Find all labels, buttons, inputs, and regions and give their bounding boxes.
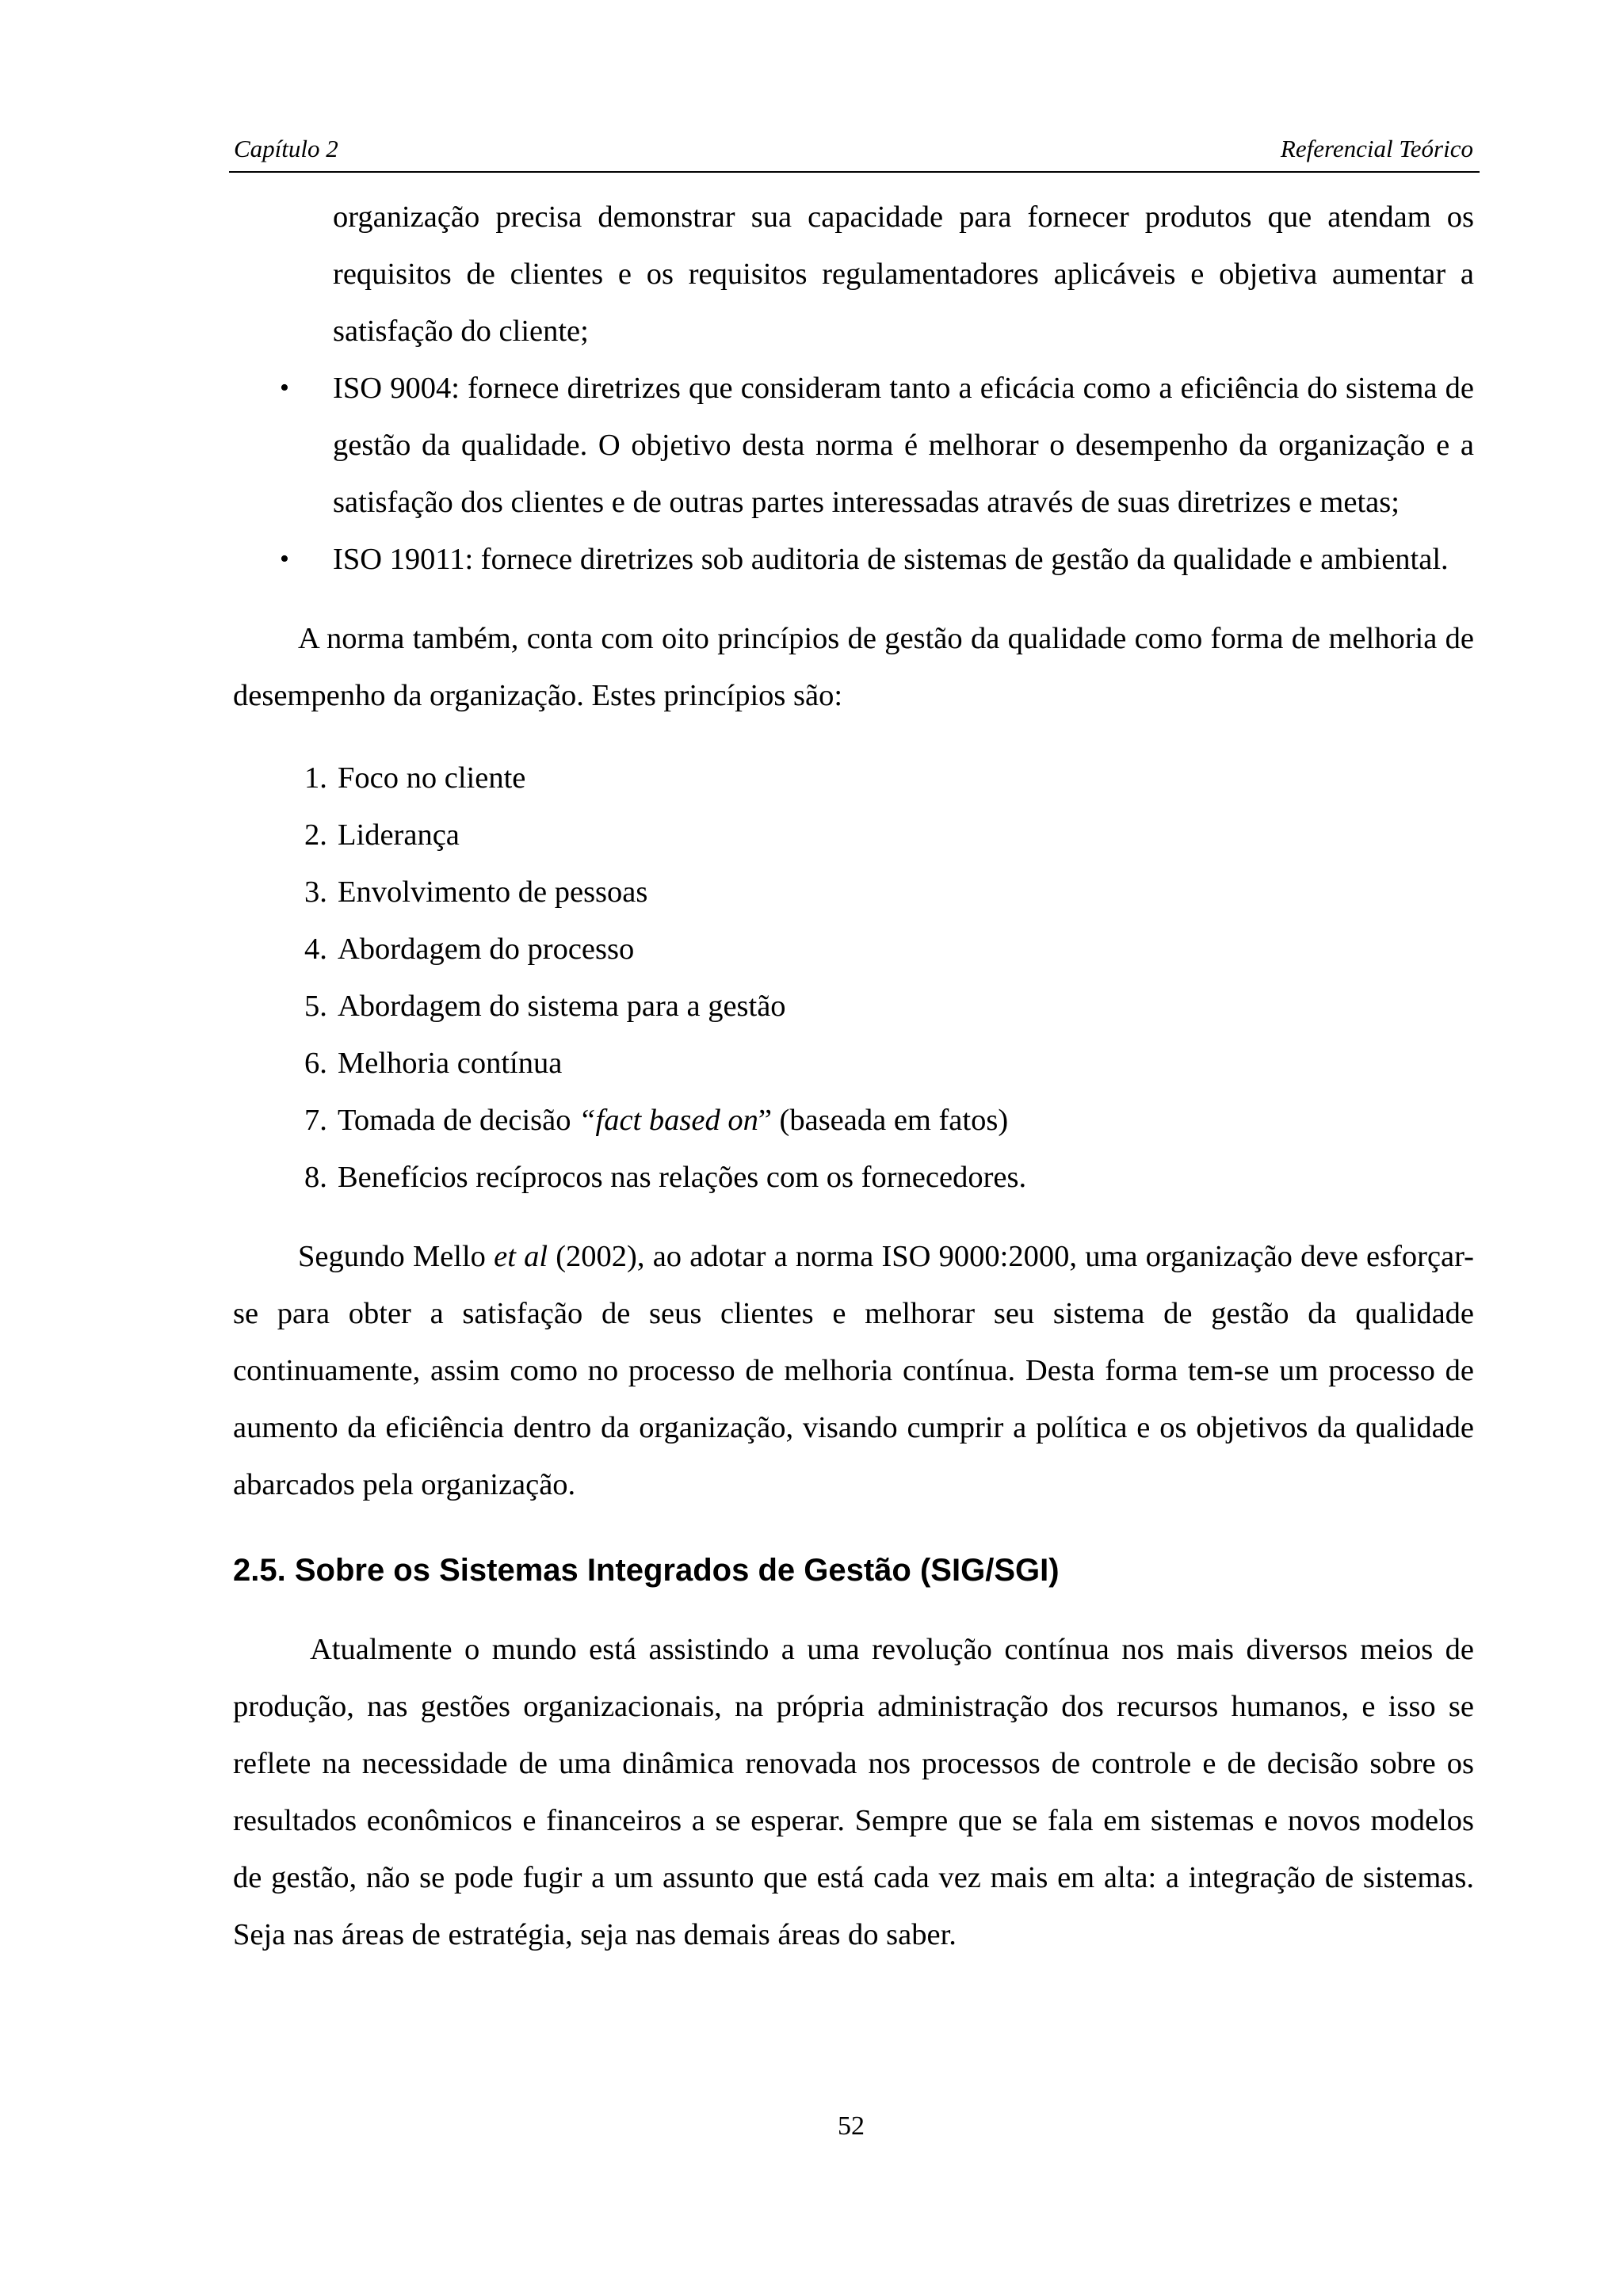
item-text: Benefícios recíprocos nas relações com os fornecedores. bbox=[338, 1161, 1027, 1194]
list-item bbox=[233, 360, 1474, 531]
item-text: Abordagem do sistema para a gestão bbox=[338, 990, 786, 1023]
item-number: 1. bbox=[304, 761, 327, 795]
list-item bbox=[304, 807, 1474, 864]
item-text: Liderança bbox=[338, 818, 460, 852]
bullet-text: ISO 19011: fornece diretrizes sob auditoria de sistemas de gestão da qualidade e ambiental. bbox=[333, 543, 1449, 576]
item-number: 5. bbox=[304, 990, 327, 1023]
paragraph-text-prefix: Segundo Mello bbox=[298, 1240, 495, 1273]
page-header bbox=[229, 132, 1480, 173]
item-number: 8. bbox=[304, 1161, 327, 1194]
principles-list bbox=[233, 749, 1474, 1206]
page-number: 52 bbox=[838, 2111, 865, 2141]
continuation-text: organização precisa demonstrar sua capacidade para fornecer produtos que atendam os requisitos de clientes e os requisitos regulamentadores aplicáveis e objetiva aumentar a satisfação do cliente; bbox=[333, 200, 1474, 348]
mello-paragraph bbox=[233, 1228, 1474, 1513]
list-item bbox=[304, 978, 1474, 1035]
item-text-suffix: ” (baseada em fatos) bbox=[758, 1104, 1009, 1137]
page-body bbox=[233, 189, 1474, 1963]
list-item bbox=[304, 1149, 1474, 1206]
list-item bbox=[304, 864, 1474, 921]
list-item bbox=[304, 1035, 1474, 1092]
iso-bullet-list bbox=[233, 360, 1474, 588]
bullet-icon: • bbox=[280, 373, 289, 402]
list-item bbox=[304, 749, 1474, 807]
section-heading: 2.5. Sobre os Sistemas Integrados de Gestão (SIG/SGI) bbox=[233, 1553, 1060, 1588]
item-text: Melhoria contínua bbox=[338, 1047, 563, 1080]
paragraph-text-italic: et al bbox=[494, 1240, 548, 1273]
list-item bbox=[304, 921, 1474, 978]
principles-intro-paragraph: A norma também, conta com oito princípios de gestão da qualidade como forma de melhoria de desempenho da organização. Estes princípios são: bbox=[233, 622, 1474, 712]
item-number: 4. bbox=[304, 933, 327, 966]
section-label: Referencial Teórico bbox=[1280, 135, 1473, 162]
bullet-icon: • bbox=[280, 544, 289, 574]
chapter-label: Capítulo 2 bbox=[234, 135, 338, 162]
item-number: 6. bbox=[304, 1047, 327, 1080]
paragraph-text-suffix: (2002), ao adotar a norma ISO 9000:2000, uma organização deve esforçar-se para obter a satisfação de seus clientes e melhorar seu sistema de gestão da qualidade continuamente, assim como no processo de melhoria contínua. Desta forma tem-se um processo de aumento da eficiência dentro da organização, visando cumprir a política e os objetivos da qualidade abarcados pela organização. bbox=[233, 1240, 1475, 1501]
item-text: Abordagem do processo bbox=[338, 933, 635, 966]
bullet-text: ISO 9004: fornece diretrizes que consideram tanto a eficácia como a eficiência do sistema de gestão da qualidade. O objetivo desta norma é melhorar o desempenho da organização e a satisfação dos clientes e de outras partes interessadas através de suas diretrizes e metas; bbox=[333, 372, 1474, 519]
list-item bbox=[304, 1092, 1474, 1149]
item-number: 3. bbox=[304, 875, 327, 909]
item-number: 2. bbox=[304, 818, 327, 852]
item-text-prefix: Tomada de decisão bbox=[338, 1104, 579, 1137]
item-text: Envolvimento de pessoas bbox=[338, 875, 648, 909]
item-text: Foco no cliente bbox=[338, 761, 526, 795]
list-item bbox=[233, 531, 1474, 588]
item-number: 7. bbox=[304, 1104, 327, 1137]
integration-paragraph: Atualmente o mundo está assistindo a uma revolução contínua nos mais diversos meios de produção, nas gestões organizacionais, na própria administração dos recursos humanos, e isso se reflete na necessidade de uma dinâmica renovada nos processos de controle e de decisão sobre os resultados econômicos e financeiros a se esperar. Sempre que se fala em sistemas e novos modelos de gestão, não se pode fugir a um assunto que está cada vez mais em alta: a integração de sistemas. Seja nas áreas de estratégia, seja nas demais áreas do saber. bbox=[233, 1633, 1474, 1951]
item-text-italic: “fact based on bbox=[579, 1104, 758, 1137]
